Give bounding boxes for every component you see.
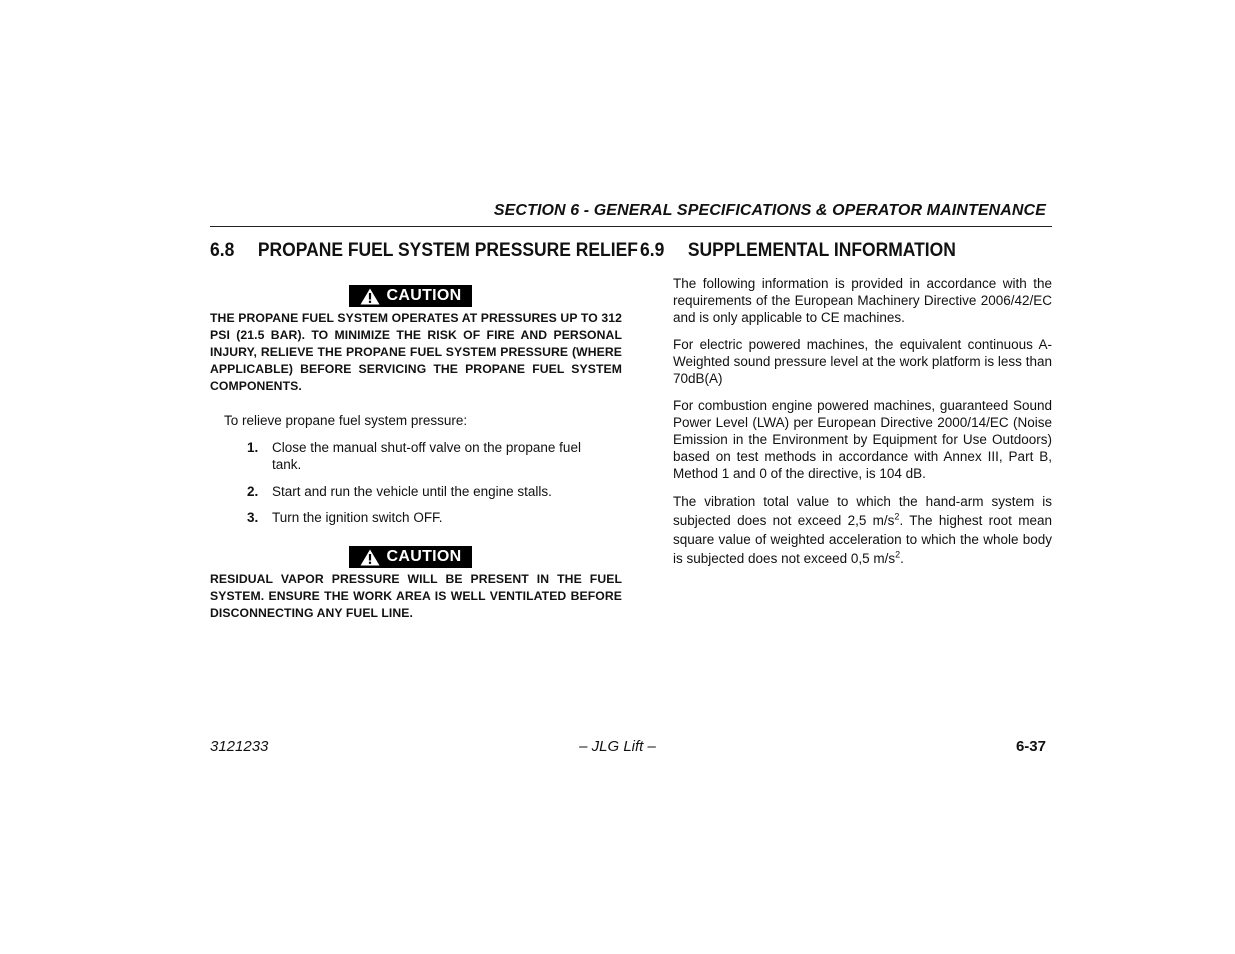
exponent: 2	[895, 549, 901, 560]
caution-text-block: THE PROPANE FUEL SYSTEM OPERATES AT PRESSURES UP TO 312 PSI (21.5 BAR). TO MINIMIZE THE RISK OF FIRE AND PERSONAL INJURY, RELIEVE THE PROPANE FUEL SYSTEM PRESSURE (WHERE APPLICABLE) BEFORE SERVICING THE PROPANE FUEL SYSTEM COMPONENTS.	[210, 311, 622, 393]
step-text: Start and run the vehicle until the engine stalls.	[272, 484, 552, 499]
footer-doc-number: 3121233	[210, 738, 269, 755]
section-number: 6.8	[210, 240, 235, 261]
paragraph: The following information is provided in accordance with the requirements of the European Machinery Directive 2006/42/EC and is only applicable to CE machines.	[673, 276, 1052, 325]
vibration-text: The vibration total value to which the hand-arm system is subjected does not exceed 2,5 m/s	[673, 494, 1052, 528]
paragraph: For electric powered machines, the equivalent continuous A-Weighted sound pressure level at the work platform is less than 70dB(A)	[673, 337, 1052, 386]
step-number: 3.	[247, 510, 259, 525]
step-text: Close the manual shut-off valve on the propane fuel tank.	[272, 440, 581, 472]
warning-triangle-icon	[360, 288, 380, 305]
section-title: SUPPLEMENTAL INFORMATION	[687, 240, 956, 261]
vibration-paragraph	[673, 492, 1052, 568]
caution-label: CAUTION	[386, 548, 462, 565]
paragraph: For combustion engine powered machines, guaranteed Sound Power Level (LWA) per European Directive 2000/14/EC (Noise Emission in the Environment by Equipment for Use Outdoors) based on test methods in accordance with Annex III, Part B, Method 1 and 0 of the directive, is 104 dB.	[673, 398, 1052, 481]
section-number: 6.9	[640, 240, 665, 261]
procedure-intro: To relieve propane fuel system pressure:	[224, 413, 468, 428]
footer-center: – JLG Lift –	[579, 738, 656, 755]
section-heading-6-8	[210, 240, 638, 262]
caution-badge	[349, 285, 472, 307]
section-title: PROPANE FUEL SYSTEM PRESSURE RELIEF	[257, 240, 638, 261]
step-number: 2.	[247, 484, 259, 499]
warning-triangle-icon	[360, 549, 380, 566]
caution-text-block: RESIDUAL VAPOR PRESSURE WILL BE PRESENT IN THE FUEL SYSTEM. ENSURE THE WORK AREA IS WELL VENTILATED BEFORE DISCONNECTING ANY FUEL LINE.	[210, 572, 622, 620]
vibration-text: . The highest root mean square value of weighted acceleration to which the whole body is subjected does not exceed 0,5 m/s	[673, 513, 1052, 566]
section-heading-6-9	[640, 240, 956, 262]
step-number: 1.	[247, 440, 259, 455]
caution-badge	[349, 546, 472, 568]
list-item	[247, 509, 607, 526]
header-rule	[210, 226, 1052, 227]
list-item	[247, 483, 607, 500]
list-item	[247, 439, 607, 473]
caution-label: CAUTION	[386, 287, 462, 304]
footer-page-number: 6-37	[1015, 738, 1046, 755]
exponent: 2	[894, 511, 900, 522]
step-text: Turn the ignition switch OFF.	[272, 510, 443, 525]
vibration-text: .	[900, 551, 904, 566]
section-header-title: SECTION 6 - GENERAL SPECIFICATIONS & OPERATOR MAINTENANCE	[493, 202, 1046, 219]
